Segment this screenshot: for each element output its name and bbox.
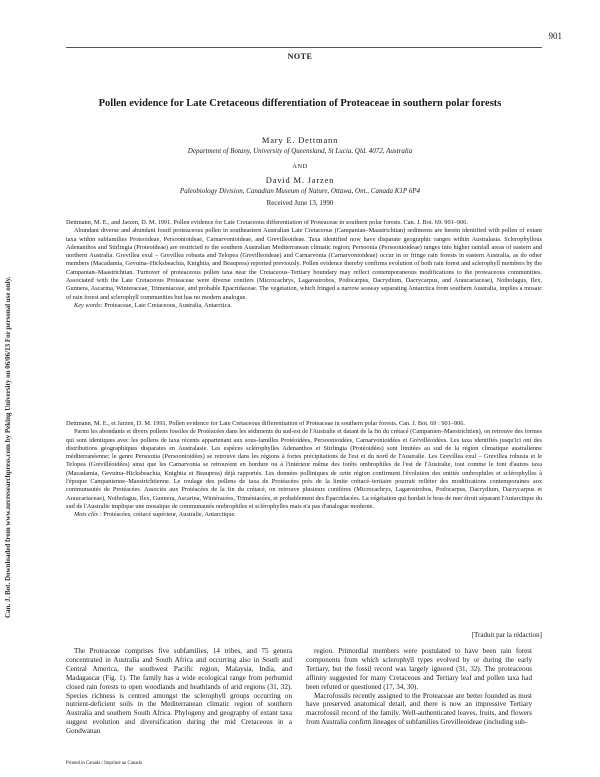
header-rule [66, 47, 542, 48]
french-keywords-label: Mots clés : [74, 511, 102, 519]
download-watermark: Can. J. Bot. Downloaded from www.nrcresearchpress.com by Peking University on 06/06/13 For personal use only. [4, 276, 12, 618]
body-column-right [306, 647, 532, 727]
english-keywords-label: Key words: [74, 301, 103, 309]
section-label: NOTE [287, 52, 313, 61]
english-keywords: Proteaceae, Late Cretaceous, Australia, Antarctica. [104, 301, 232, 309]
article-title: Pollen evidence for Late Cretaceous differentiation of Proteaceae in southern polar forests [98, 98, 502, 109]
french-abstract-section [66, 420, 542, 520]
french-keywords: Protéacées, crétacé supérieur, Australie, Antarctique. [103, 511, 236, 519]
body-column-left [66, 647, 292, 736]
footer-printed: Printed in Canada / Imprimé au Canada [66, 761, 142, 766]
english-abstract: Abundant diverse and abundant fossil proteaceous pollen in southeastern Australian Late Cretaceous (Campanian–Maastrichtian) sediments are herein identified with pollen of extant taxa within subfamilies Proteoideae, Persoonioideae, Carnarvonioideae, and Grevilleoideae. Taxa identified now have disparate geographic ranges within Australasia. Sclerophyllous Adenanthos and Stirlingia (Proteoideae) are restricted to the southern Australian Mediterranean climatic region; Persoonia (Persoonioideae) ranges into higher rainfall areas of eastern and northern Australia. Grevillea exul – Grevillea robusta and Telopea (Grevilleoideae) and Carnarvonia (Carnarvonioideae) occur in or fringe rain forests in eastern Australia, as do other members (Macadamia, Gevuina–Hicksbeachia, Knightia, and Beauprea) reported previously. Pollen evidence thereby confirms evolution of both rain forest and sclerophyll members by the Campanian–Maastrichtian. Turnover of proteaceous pollen taxa near the Cretaceous–Tertiary boundary may reflect contemporaneous modifications to the proteaceous communities. Associated with the Late Cretaceous Proteaceae were diverse conifers (Microcachrys, Lagarostrobos, Podocarpus, Dacrydium, Dacrycarpus, and Araucariaceae), Nothofagus, Ilex, Gunnera, Ascarina, Winteraceae, Trimeniaceae, and probable Epacridaceae. The vegetation, which fringed a narrow seaway separating Antarctica from southern Australia, implies a mosaic of rain forest and sclerophyll communities but has no modern analogue. [66, 227, 542, 301]
body-paragraph: region. Primordial members were postulated to have been rain forest components from which sclerophyll types evolved by or during the early Tertiary, but the fossil record was largely ignored (31, 32). The proteaceous affinity suggested for many Cretaceous and Tertiary leaf and pollen taxa had been refuted or questioned (17, 34, 30). [306, 647, 532, 691]
translator-note: [Traduit par la rédaction] [471, 631, 542, 639]
english-citation: Dettmann, M. E., and Jarzen, D. M. 1991. Pollen evidence for Late Cretaceous differentiation of Proteaceae in southern polar forests. Can. J. Bot. 69: 901–906. [66, 219, 468, 226]
french-abstract: Parmi les abondants et divers pollens fossiles de Protéacées dans les sédiments du sud-est de l'Australie et datant de la fin du crétacé (Campanien–Maestrichtien), on retrouve des formes qui sont identiques avec les pollens de taxa récents appartenant aux sous-familles Protéoidées, Persoonioidées, Carnarvonioidées et Grévilléoidées. Les taxa identifiés jusqu'ici ont des distributions géographiques disparates en Australasie. Les espèces sclérophylles Adenanthos et Stirlingia (Protéoidées) sont limitées au sud de la région climatique australienne méditerranéenne; le genre Persoonia (Persoonioidées) se retrouve dans les régions à fortes précipitations de l'est et du nord de l'Australie. Les Grevillea exul – Grevillea robusta et le Telopea (Grévilléoidées) ainsi que les Carnarvonia se retrouvent en bordure ou à l'intérieur même des forêts ombrophiles de l'est de l'Australie, tout comme le font d'autres taxa (Macadamia, Gevuina–Hicksbeachia, Knightia et Beauprea) déjà rapportés. Les données polliniques de cette région confirment l'évolution des entités ombrophiles et sclérophylles à l'époque Campanienne–Maestrichtienne. Le roulage des pollens de taxa de Protéacées près de la limite crétacé–tertiaire pourrait refléter des modifications contemporaines aux communautés de Protéacées. Associés aux Protéacées de la fin du crétacé, on retrouve plusieurs conifères (Microcachrys, Lagarostrobos, Podocarpus, Dacrydium, Dacrycarpus et Araucariaceae), Nothofagus, Ilex, Gunnera, Ascarina, Wintéracées, Triméniacées, et probablement des Épacridacées. La végétation qui bordait le bras de mer étroit séparant l'Antarctique du sud de l'Australie implique une mosaïque de communautés ombrophiles et sclérophylles mais n'a pas d'analogue moderne. [66, 428, 542, 510]
received-date: Received June 13, 1990 [266, 199, 334, 207]
page-number: 901 [548, 31, 562, 41]
english-abstract-section [66, 219, 542, 310]
body-paragraph: Macrofossils recently assigned to the Proteaceae are better founded as most have preserved anatomical detail, and there is now an impressive Tertiary macrofossil record of the family. Well-authenticated leaves, fruits, and flowers from Australia confirm lineages of subfamilies Grevilleoideae (including sub- [306, 691, 532, 727]
affiliation-1: Department of Botany, University of Queensland, St Lucia, Qld. 4072, Australia [187, 147, 413, 155]
author-1: Mary E. Dettmann [261, 135, 339, 145]
french-citation: Dettmann, M. E., et Jarzen, D. M. 1991. Pollen evidence for Late Cretaceous differentiation of Proteaceae in southern polar forests. Can. J. Bot. 69 : 901–906. [66, 420, 465, 427]
and-word: AND [292, 163, 308, 170]
author-2: David M. Jarzen [265, 175, 335, 185]
affiliation-2: Paleobiology Division, Canadian Museum of Nature, Ottawa, Ont., Canada K1P 6P4 [179, 187, 421, 195]
body-paragraph: The Proteaceae comprises five subfamilies, 14 tribes, and 75 genera concentrated in Australia and South Africa and occurring also in South and Central America, the southwest Pacific region, Malaysia, India, and Madagascar (Fig. 1). The family has a wide ecological range from perhumid closed rain forests to open woodlands and heathlands of arid regions (31, 32). Species richness is centred amongst the sclerophyll groups occurring on nutrient-deficient soils in the Mediterranean climatic region of southern Australia and southern South Africa. Phylogeny and geography of extant taxa suggest evolution and diversification during the mid Cretaceous in a Gondwanan [66, 647, 292, 736]
